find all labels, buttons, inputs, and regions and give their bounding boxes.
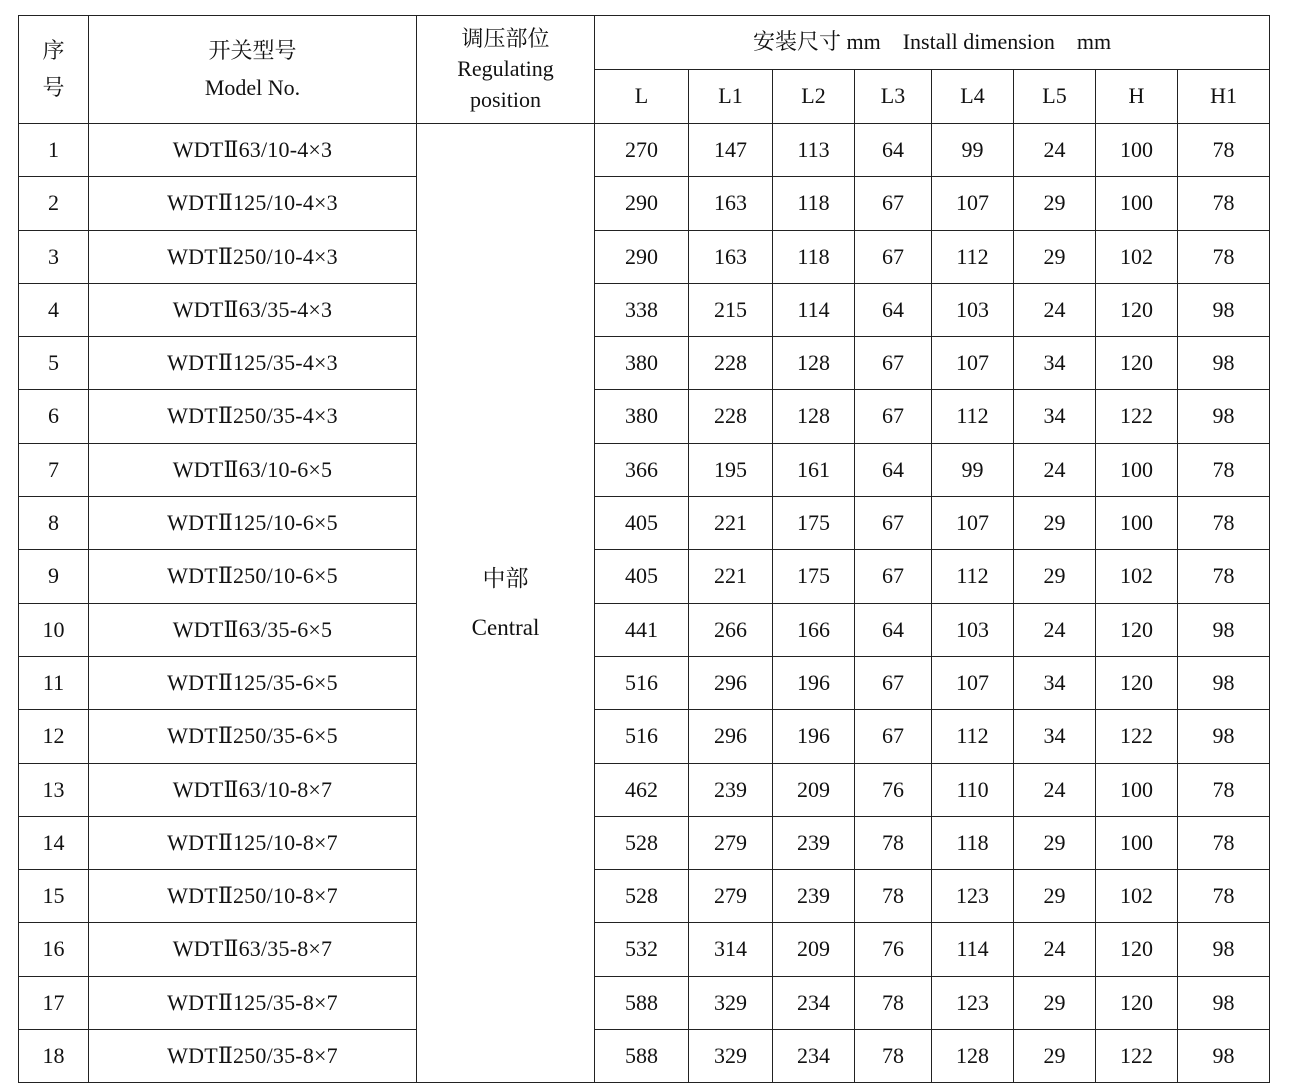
cell-l3: 78 (855, 816, 932, 869)
cell-l2: 118 (773, 177, 855, 230)
cell-l4: 107 (932, 656, 1014, 709)
cell-l4: 103 (932, 603, 1014, 656)
cell-l: 290 (595, 177, 689, 230)
cell-h: 100 (1096, 177, 1178, 230)
header-dim-h: H (1096, 70, 1178, 124)
cell-l5: 24 (1014, 283, 1096, 336)
table-row (19, 177, 1270, 230)
cell-model: WDTⅡ250/10-6×5 (89, 550, 417, 603)
cell-l: 405 (595, 550, 689, 603)
cell-seq: 1 (19, 124, 89, 177)
cell-l4: 107 (932, 337, 1014, 390)
cell-l: 588 (595, 1030, 689, 1083)
cell-l2: 239 (773, 870, 855, 923)
cell-model: WDTⅡ125/35-6×5 (89, 656, 417, 709)
cell-h: 100 (1096, 497, 1178, 550)
cell-model: WDTⅡ63/35-8×7 (89, 923, 417, 976)
cell-model: WDTⅡ250/10-8×7 (89, 870, 417, 923)
cell-l3: 78 (855, 976, 932, 1029)
cell-model: WDTⅡ63/10-8×7 (89, 763, 417, 816)
cell-h1: 98 (1178, 283, 1270, 336)
cell-l3: 67 (855, 550, 932, 603)
cell-model: WDTⅡ63/35-6×5 (89, 603, 417, 656)
cell-l3: 64 (855, 443, 932, 496)
table-row (19, 870, 1270, 923)
cell-l5: 34 (1014, 656, 1096, 709)
cell-l3: 67 (855, 710, 932, 763)
cell-l: 528 (595, 870, 689, 923)
cell-h1: 78 (1178, 443, 1270, 496)
cell-h: 120 (1096, 603, 1178, 656)
table-row (19, 976, 1270, 1029)
header-position-en-1: Regulating (457, 56, 554, 82)
cell-seq: 6 (19, 390, 89, 443)
cell-seq: 16 (19, 923, 89, 976)
cell-l3: 67 (855, 177, 932, 230)
cell-l2: 128 (773, 390, 855, 443)
cell-l1: 296 (689, 710, 773, 763)
cell-l1: 163 (689, 230, 773, 283)
cell-l2: 113 (773, 124, 855, 177)
cell-h: 120 (1096, 656, 1178, 709)
cell-l5: 29 (1014, 870, 1096, 923)
cell-l5: 29 (1014, 230, 1096, 283)
table-row (19, 443, 1270, 496)
cell-h: 100 (1096, 443, 1178, 496)
cell-model: WDTⅡ250/35-8×7 (89, 1030, 417, 1083)
cell-h: 122 (1096, 390, 1178, 443)
cell-model: WDTⅡ125/10-6×5 (89, 497, 417, 550)
cell-h1: 78 (1178, 497, 1270, 550)
table-body (19, 124, 1270, 1083)
cell-l5: 34 (1014, 710, 1096, 763)
cell-l3: 76 (855, 763, 932, 816)
cell-h: 102 (1096, 870, 1178, 923)
cell-l2: 234 (773, 976, 855, 1029)
cell-l5: 29 (1014, 497, 1096, 550)
header-install-dimension: 安装尺寸 mm Install dimension mm (595, 16, 1270, 70)
cell-l1: 296 (689, 656, 773, 709)
cell-model: WDTⅡ250/10-4×3 (89, 230, 417, 283)
cell-seq: 18 (19, 1030, 89, 1083)
cell-l2: 118 (773, 230, 855, 283)
cell-h1: 98 (1178, 603, 1270, 656)
cell-h: 120 (1096, 337, 1178, 390)
cell-l2: 209 (773, 763, 855, 816)
cell-l: 270 (595, 124, 689, 177)
cell-l4: 112 (932, 230, 1014, 283)
cell-l3: 67 (855, 656, 932, 709)
cell-l4: 128 (932, 1030, 1014, 1083)
cell-seq: 9 (19, 550, 89, 603)
cell-h1: 98 (1178, 390, 1270, 443)
table-row (19, 497, 1270, 550)
cell-l2: 161 (773, 443, 855, 496)
cell-l2: 234 (773, 1030, 855, 1083)
cell-l1: 215 (689, 283, 773, 336)
cell-l5: 29 (1014, 816, 1096, 869)
header-dim-l4: L4 (932, 70, 1014, 124)
cell-l1: 239 (689, 763, 773, 816)
cell-seq: 17 (19, 976, 89, 1029)
cell-l: 441 (595, 603, 689, 656)
cell-h: 100 (1096, 124, 1178, 177)
cell-l: 290 (595, 230, 689, 283)
table-row (19, 230, 1270, 283)
cell-l5: 24 (1014, 763, 1096, 816)
cell-h: 122 (1096, 1030, 1178, 1083)
dimension-table (18, 15, 1270, 1083)
table-row (19, 124, 1270, 177)
cell-model: WDTⅡ125/10-8×7 (89, 816, 417, 869)
cell-l2: 175 (773, 497, 855, 550)
cell-model: WDTⅡ250/35-6×5 (89, 710, 417, 763)
cell-l: 405 (595, 497, 689, 550)
cell-h: 120 (1096, 283, 1178, 336)
cell-l2: 128 (773, 337, 855, 390)
cell-l1: 195 (689, 443, 773, 496)
table-row (19, 763, 1270, 816)
cell-l: 528 (595, 816, 689, 869)
cell-l5: 34 (1014, 390, 1096, 443)
cell-seq: 13 (19, 763, 89, 816)
cell-l1: 266 (689, 603, 773, 656)
cell-l4: 123 (932, 976, 1014, 1029)
header-dim-l1: L1 (689, 70, 773, 124)
cell-l2: 175 (773, 550, 855, 603)
table-row (19, 550, 1270, 603)
cell-l4: 107 (932, 177, 1014, 230)
cell-l4: 118 (932, 816, 1014, 869)
cell-seq: 3 (19, 230, 89, 283)
cell-seq: 15 (19, 870, 89, 923)
cell-l5: 29 (1014, 550, 1096, 603)
cell-l4: 110 (932, 763, 1014, 816)
cell-h: 122 (1096, 710, 1178, 763)
cell-h1: 78 (1178, 763, 1270, 816)
header-seq (19, 16, 89, 124)
cell-l4: 114 (932, 923, 1014, 976)
cell-l3: 78 (855, 870, 932, 923)
cell-l2: 166 (773, 603, 855, 656)
table-row (19, 1030, 1270, 1083)
cell-h1: 98 (1178, 656, 1270, 709)
cell-l3: 67 (855, 390, 932, 443)
table-row (19, 603, 1270, 656)
table-row (19, 656, 1270, 709)
cell-seq: 4 (19, 283, 89, 336)
cell-l3: 64 (855, 603, 932, 656)
cell-l2: 239 (773, 816, 855, 869)
cell-l1: 221 (689, 497, 773, 550)
header-position-zh: 调压部位 (461, 25, 550, 51)
cell-model: WDTⅡ125/10-4×3 (89, 177, 417, 230)
cell-l1: 329 (689, 976, 773, 1029)
cell-l: 532 (595, 923, 689, 976)
header-seq-zh-2: 号 (42, 74, 65, 100)
cell-l5: 29 (1014, 1030, 1096, 1083)
cell-l3: 64 (855, 124, 932, 177)
header-dim-l: L (595, 70, 689, 124)
cell-l1: 279 (689, 816, 773, 869)
table-header (19, 16, 1270, 124)
cell-l4: 99 (932, 124, 1014, 177)
cell-l: 366 (595, 443, 689, 496)
region-zh: 中部 (482, 565, 529, 591)
header-dim-l2: L2 (773, 70, 855, 124)
cell-l3: 67 (855, 230, 932, 283)
cell-h1: 78 (1178, 870, 1270, 923)
cell-seq: 7 (19, 443, 89, 496)
region-en: Central (471, 615, 540, 641)
cell-l5: 34 (1014, 337, 1096, 390)
cell-l: 516 (595, 656, 689, 709)
cell-l5: 24 (1014, 603, 1096, 656)
table-row (19, 390, 1270, 443)
cell-l5: 29 (1014, 177, 1096, 230)
cell-l4: 112 (932, 710, 1014, 763)
cell-h1: 98 (1178, 1030, 1270, 1083)
cell-l: 380 (595, 390, 689, 443)
header-model-en: Model No. (204, 74, 301, 100)
cell-h1: 98 (1178, 976, 1270, 1029)
cell-l2: 114 (773, 283, 855, 336)
cell-l3: 67 (855, 337, 932, 390)
cell-l3: 64 (855, 283, 932, 336)
cell-h1: 78 (1178, 124, 1270, 177)
cell-l3: 67 (855, 497, 932, 550)
cell-model: WDTⅡ125/35-8×7 (89, 976, 417, 1029)
cell-l1: 314 (689, 923, 773, 976)
cell-l: 380 (595, 337, 689, 390)
cell-seq: 10 (19, 603, 89, 656)
cell-l5: 24 (1014, 124, 1096, 177)
cell-l5: 24 (1014, 923, 1096, 976)
cell-l2: 209 (773, 923, 855, 976)
cell-h: 120 (1096, 976, 1178, 1029)
cell-h: 120 (1096, 923, 1178, 976)
cell-l4: 112 (932, 550, 1014, 603)
cell-h1: 98 (1178, 710, 1270, 763)
header-position-en-2: position (470, 86, 541, 112)
cell-l3: 76 (855, 923, 932, 976)
cell-h1: 78 (1178, 177, 1270, 230)
table-row (19, 337, 1270, 390)
cell-model: WDTⅡ250/35-4×3 (89, 390, 417, 443)
cell-l2: 196 (773, 710, 855, 763)
cell-seq: 11 (19, 656, 89, 709)
cell-seq: 2 (19, 177, 89, 230)
cell-l4: 123 (932, 870, 1014, 923)
cell-l5: 24 (1014, 443, 1096, 496)
cell-model: WDTⅡ63/35-4×3 (89, 283, 417, 336)
cell-h: 100 (1096, 763, 1178, 816)
cell-h1: 98 (1178, 337, 1270, 390)
cell-l4: 103 (932, 283, 1014, 336)
table-row (19, 283, 1270, 336)
header-dim-h1: H1 (1178, 70, 1270, 124)
cell-h: 102 (1096, 230, 1178, 283)
cell-model: WDTⅡ63/10-6×5 (89, 443, 417, 496)
cell-seq: 5 (19, 337, 89, 390)
cell-l1: 163 (689, 177, 773, 230)
header-position (417, 16, 595, 124)
header-model (89, 16, 417, 124)
cell-l1: 221 (689, 550, 773, 603)
cell-l1: 228 (689, 337, 773, 390)
cell-seq: 14 (19, 816, 89, 869)
table-row (19, 816, 1270, 869)
cell-l5: 29 (1014, 976, 1096, 1029)
table-row (19, 923, 1270, 976)
cell-l4: 107 (932, 497, 1014, 550)
cell-regulating-position (417, 124, 595, 1083)
header-model-zh: 开关型号 (208, 38, 297, 64)
header-seq-zh-1: 序 (42, 38, 65, 64)
cell-l3: 78 (855, 1030, 932, 1083)
cell-l: 516 (595, 710, 689, 763)
cell-h1: 98 (1178, 923, 1270, 976)
cell-h: 102 (1096, 550, 1178, 603)
cell-h1: 78 (1178, 550, 1270, 603)
cell-model: WDTⅡ63/10-4×3 (89, 124, 417, 177)
cell-l: 338 (595, 283, 689, 336)
cell-l2: 196 (773, 656, 855, 709)
cell-l1: 329 (689, 1030, 773, 1083)
cell-l: 462 (595, 763, 689, 816)
cell-model: WDTⅡ125/35-4×3 (89, 337, 417, 390)
cell-h: 100 (1096, 816, 1178, 869)
cell-l1: 228 (689, 390, 773, 443)
cell-h1: 78 (1178, 230, 1270, 283)
header-dim-l3: L3 (855, 70, 932, 124)
cell-l: 588 (595, 976, 689, 1029)
cell-seq: 8 (19, 497, 89, 550)
cell-l1: 147 (689, 124, 773, 177)
header-dim-l5: L5 (1014, 70, 1096, 124)
cell-l1: 279 (689, 870, 773, 923)
table-row (19, 710, 1270, 763)
cell-l4: 112 (932, 390, 1014, 443)
cell-seq: 12 (19, 710, 89, 763)
cell-h1: 78 (1178, 816, 1270, 869)
cell-l4: 99 (932, 443, 1014, 496)
